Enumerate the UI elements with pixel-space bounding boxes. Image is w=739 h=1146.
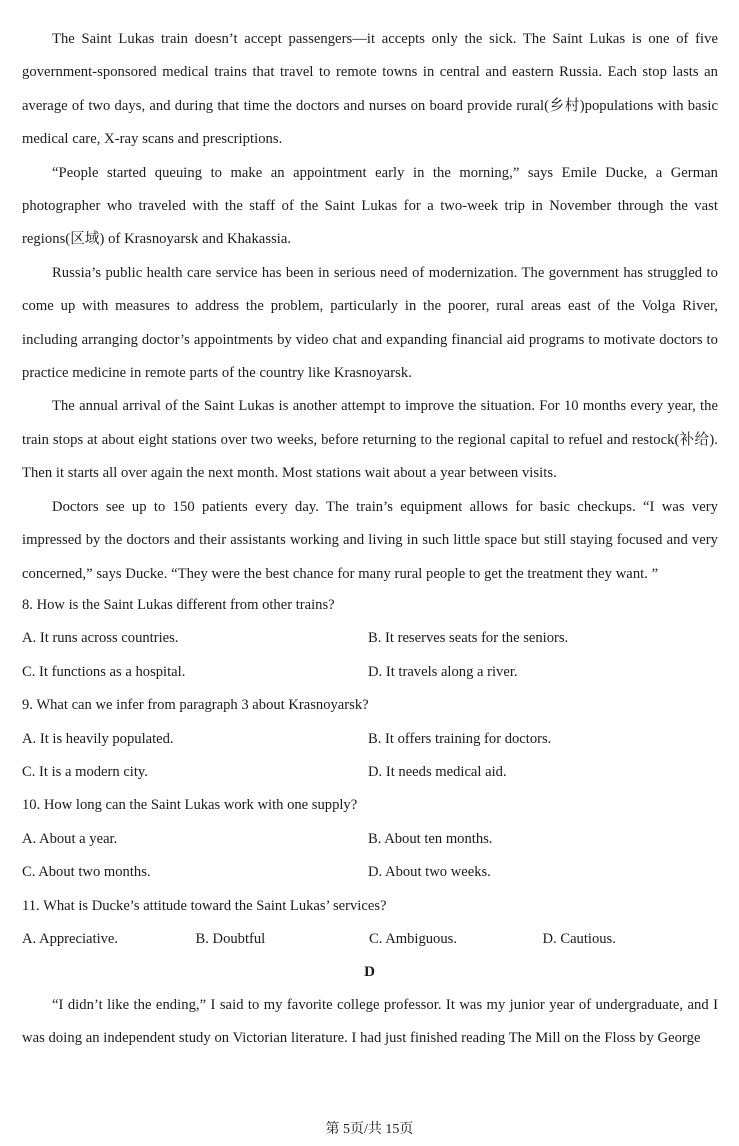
option-c: C. It functions as a hospital. (22, 663, 186, 680)
option-d: D. It needs medical aid. (368, 763, 507, 780)
option-d: D. Cautious. (542, 930, 616, 947)
option-row (22, 622, 722, 655)
option-row (22, 656, 722, 689)
question-8 (22, 589, 722, 689)
option-row (22, 756, 722, 789)
passage-paragraph-1: The Saint Lukas train doesn’t accept passengers—it accepts only the sick. The Saint Lukas is one of five government-sponsored medical trains that travel to remote towns in central and eastern Russia. Each stop lasts an average of two days, and during that time the doctors and nurses on board provide rural(乡村)populations with basic medical care, X-ray scans and prescriptions. (22, 31, 718, 148)
option-d: D. About two weeks. (368, 864, 491, 881)
option-row (22, 723, 722, 756)
option-b: B. It reserves seats for the seniors. (368, 630, 569, 647)
section-d-title: D (364, 964, 375, 980)
option-row (22, 923, 722, 956)
question-stem: 8. How is the Saint Lukas different from other trains? (22, 597, 335, 613)
option-a: A. It is heavily populated. (22, 730, 174, 747)
passage-paragraph-2: “People started queuing to make an appointment early in the morning,” says Emile Ducke, a German photographer who traveled with the staff of the Saint Lukas for a two-week trip in November through the vast regions(区域) of Krasnoyarsk and Khakassia. (22, 164, 718, 248)
page-number: 第 5页/共 15页 (325, 1122, 414, 1137)
option-b: B. Doubtful (195, 930, 266, 947)
passage-paragraph-3: Russia’s public health care service has been in serious need of modernization. The government has struggled to come up with measures to address the problem, particularly in the poorer, rural areas east of the Volga River, including arranging doctor’s appointments by video chat and expanding financial aid programs to motivate doctors to practice medicine in remote parts of the country like Krasnoyarsk. (22, 264, 718, 382)
option-b: B. About ten months. (368, 830, 493, 847)
passage-c (22, 23, 718, 591)
question-stem: 11. What is Ducke’s attitude toward the Saint Lukas’ services? (22, 897, 387, 914)
passage-d-paragraph-1: “I didn’t like the ending,” I said to my favorite college professor. It was my junior year of undergraduate, and I was doing an independent study on Victorian literature. I had just finished reading The Mill on the Floss by George (22, 997, 718, 1047)
passage-d (22, 989, 718, 1056)
option-row (22, 856, 722, 889)
question-10 (22, 789, 722, 889)
option-a: A. It runs across countries. (22, 630, 179, 647)
question-list (22, 589, 722, 956)
passage-paragraph-4: The annual arrival of the Saint Lukas is another attempt to improve the situation. For 10 months every year, the train stops at about eight stations over two weeks, before returning to the regional capital to refuel and restock(补给). Then it starts all over again the next month. Most stations wait about a year between visits. (22, 398, 718, 482)
question-stem: 10. How long can the Saint Lukas work with one supply? (22, 797, 358, 814)
question-9 (22, 689, 722, 789)
question-stem: 9. What can we infer from paragraph 3 about Krasnoyarsk? (22, 697, 369, 714)
passage-paragraph-5: Doctors see up to 150 patients every day. The train’s equipment allows for basic checkups. “I was very impressed by the doctors and their assistants working and living in such little space but still staying focused and very concerned,” says Ducke. “They were the best chance for many rural people to get the treatment they want. ” (22, 498, 718, 582)
question-11 (22, 890, 722, 957)
option-c: C. Ambiguous. (369, 930, 457, 947)
option-b: B. It offers training for doctors. (368, 730, 552, 747)
option-c: C. About two months. (22, 864, 151, 881)
option-row (22, 823, 722, 856)
option-a: A. Appreciative. (22, 930, 119, 947)
option-d: D. It travels along a river. (368, 663, 518, 680)
option-c: C. It is a modern city. (22, 763, 148, 780)
option-a: A. About a year. (22, 830, 118, 847)
